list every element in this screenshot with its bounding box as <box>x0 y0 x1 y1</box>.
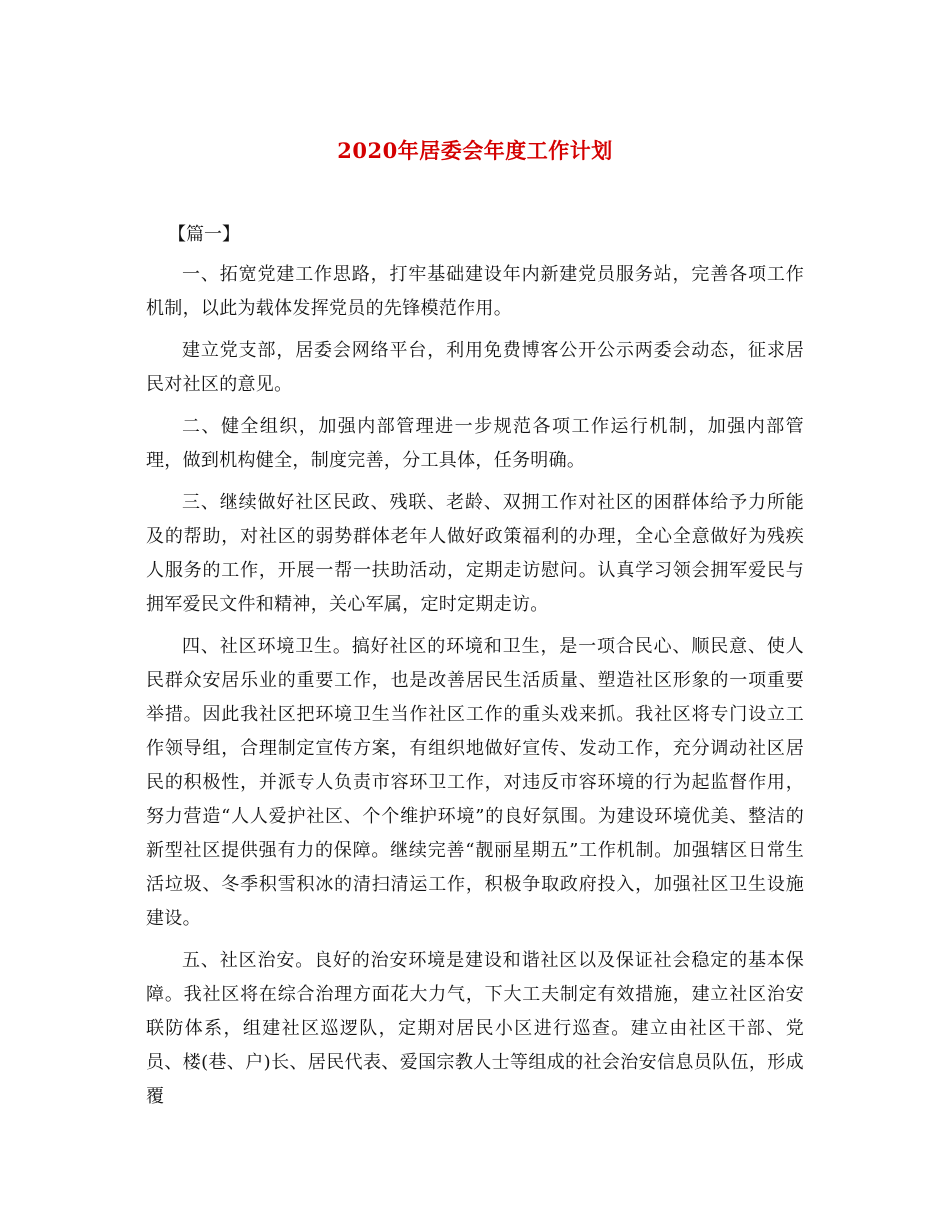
paragraph-party-building: 一、拓宽党建工作思路，打牢基础建设年内新建党员服务站，完善各项工作机制，以此为载体发挥党员的先锋模范作用。 <box>146 264 804 319</box>
paragraph-environment: 四、社区环境卫生。搞好社区的环境和卫生，是一项合民心、顺民意、使人民群众安居乐业的重要工作，也是改善居民生活质量、塑造社区形象的一项重要举措。因此我社区把环境卫生当作社区工作的重头戏来抓。我社区将专门设立工作领导组，合理制定宣传方案，有组织地做好宣传、发动工作，充分调动社区居民的积极性，并派专人负责市容环卫工作，对违反市容环境的行为起监督作用，努力营造“人人爱护社区、个个维护环境”的良好氛围。为建设环境优美、整洁的新型社区提供强有力的保障。继续完善“靓丽星期五”工作机制。加强辖区日常生活垃圾、冬季积雪积冰的清扫清运工作，积极争取政府投入，加强社区卫生设施建设。 <box>146 636 804 929</box>
paragraph-party-branch: 建立党支部，居委会网络平台，利用免费博客公开公示两委会动态，征求居民对社区的意见。 <box>146 340 804 395</box>
section-label: 【篇一】 <box>168 224 240 245</box>
document-title: 2020年居委会年度工作计划 <box>337 138 613 163</box>
document-body <box>146 218 804 1122</box>
paragraph-public-security: 五、社区治安。良好的治安环境是建设和谐社区以及保证社会稳定的基本保障。我社区将在综合治理方面花大力气，下大工夫制定有效措施，建立社区治安联防体系，组建社区巡逻队，定期对居民小区进行巡查。建立由社区干部、党员、楼(巷、户)长、居民代表、爱国宗教人士等组成的社会治安信息员队伍，形成覆 <box>146 950 804 1107</box>
paragraph-organization: 二、健全组织，加强内部管理进一步规范各项工作运行机制，加强内部管理，做到机构健全，制度完善，分工具体，任务明确。 <box>146 416 804 471</box>
paragraph-civil-affairs: 三、继续做好社区民政、残联、老龄、双拥工作对社区的困群体给予力所能及的帮助，对社区的弱势群体老年人做好政策福利的办理，全心全意做好为残疾人服务的工作，开展一帮一扶助活动，定期走访慰问。认真学习领会拥军爱民与拥军爱民文件和精神，关心军属，定时定期走访。 <box>146 492 804 615</box>
